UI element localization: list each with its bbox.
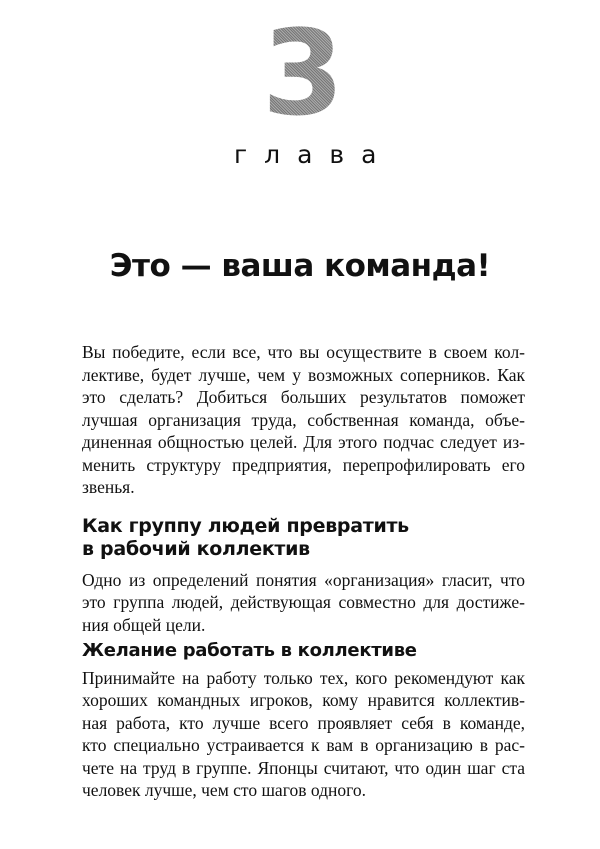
section-heading: Как группу людей превратить xyxy=(82,515,409,537)
intro-line: менить структуру предприятия, перепрофилировать его xyxy=(82,455,525,475)
intro-line: Вы победите, если все, что вы осуществите в своем кол- xyxy=(82,342,525,362)
intro-line: диненная общностью целей. Для этого подчас следует из- xyxy=(82,432,525,452)
paragraph-line: Принимайте на работу только тех, кого рекомендуют как xyxy=(82,668,525,688)
paragraph-line: ния общей цели. xyxy=(82,615,206,635)
chapter-label: глава xyxy=(234,140,394,169)
intro-line: это сделать? Добиться больших результатов поможет xyxy=(82,387,525,407)
paragraph-line: это группа людей, действующая совместно для достиже- xyxy=(82,592,525,612)
paragraph-line: хороших командных игроков, кому нравится коллектив- xyxy=(82,690,525,710)
paragraph-line: ная работа, кто лучше всего проявляет себя в команде, xyxy=(82,713,525,733)
paragraph-line: чете на труд в группе. Японцы считают, что один шаг ста xyxy=(82,758,525,778)
intro-line: звенья. xyxy=(82,477,135,497)
intro-line: лучшая организация труда, собственная команда, объе- xyxy=(82,410,525,430)
paragraph-line: человек лучше, чем сто шагов одного. xyxy=(82,780,366,800)
intro-line: лективе, будет лучше, чем у возможных соперников. Как xyxy=(82,365,525,385)
paragraph-line: кто специально устраивается к вам в организацию в рас- xyxy=(82,735,525,755)
section-heading: в рабочий коллектив xyxy=(82,538,310,560)
chapter-title: Это — ваша команда! xyxy=(109,248,491,284)
chapter-number: 3 xyxy=(262,4,345,142)
paragraph-line: Одно из определений понятия «организация» гласит, что xyxy=(82,570,525,590)
subsection-heading: Желание работать в коллективе xyxy=(82,640,417,661)
